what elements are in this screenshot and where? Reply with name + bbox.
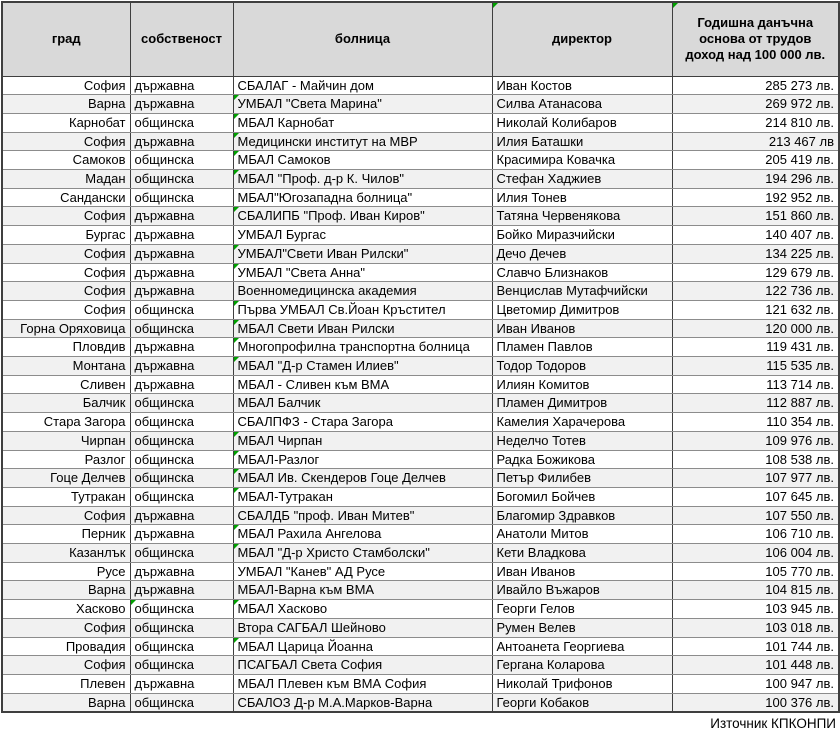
cell-ownership[interactable]: общинска: [130, 693, 233, 712]
cell-ownership[interactable]: държавна: [130, 207, 233, 226]
cell-income[interactable]: 108 538 лв.: [672, 450, 839, 469]
cell-city[interactable]: Варна: [2, 95, 130, 114]
cell-income[interactable]: 105 770 лв.: [672, 562, 839, 581]
error-indicator-triangle-icon: [234, 133, 239, 138]
table-row: [2, 413, 839, 432]
cell-city[interactable]: Варна: [2, 693, 130, 712]
table-row: [2, 300, 839, 319]
cell-income[interactable]: 151 860 лв.: [672, 207, 839, 226]
column-header-ownership[interactable]: собственост: [130, 2, 233, 76]
cell-hospital[interactable]: МБАЛ "Д-р Стамен Илиев": [233, 357, 492, 376]
table-row: [2, 113, 839, 132]
cell-ownership[interactable]: общинска: [130, 319, 233, 338]
cell-city[interactable]: Перник: [2, 525, 130, 544]
cell-income[interactable]: 107 645 лв.: [672, 487, 839, 506]
cell-city[interactable]: Плевен: [2, 675, 130, 694]
cell-director[interactable]: Анатоли Митов: [492, 525, 672, 544]
column-header-income[interactable]: Годишна данъчна основа от трудов доход над 100 000 лв.: [672, 2, 839, 76]
cell-director[interactable]: Красимира Ковачка: [492, 151, 672, 170]
error-indicator-triangle-icon: [234, 320, 239, 325]
cell-ownership[interactable]: държавна: [130, 525, 233, 544]
cell-hospital[interactable]: СБАЛИПБ "Проф. Иван Киров": [233, 207, 492, 226]
cell-ownership[interactable]: общинска: [130, 656, 233, 675]
error-indicator-triangle-icon: [234, 301, 239, 306]
cell-income[interactable]: 103 018 лв.: [672, 618, 839, 637]
error-indicator-triangle-icon: [234, 525, 239, 530]
error-indicator-triangle-icon: [493, 3, 498, 8]
table-row: [2, 637, 839, 656]
cell-income[interactable]: 192 952 лв.: [672, 188, 839, 207]
cell-hospital[interactable]: МБАЛ-Тутракан: [233, 487, 492, 506]
cell-income[interactable]: 213 467 лв: [672, 132, 839, 151]
table-row: [2, 132, 839, 151]
table-row: [2, 282, 839, 301]
error-indicator-triangle-icon: [234, 207, 239, 212]
cell-ownership[interactable]: общинска: [130, 544, 233, 563]
cell-income[interactable]: 119 431 лв.: [672, 338, 839, 357]
cell-city[interactable]: София: [2, 263, 130, 282]
cell-director[interactable]: Радка Божикова: [492, 450, 672, 469]
table-row: [2, 544, 839, 563]
cell-director[interactable]: Неделчо Тотев: [492, 431, 672, 450]
cell-director[interactable]: Славчо Близнаков: [492, 263, 672, 282]
table-row: [2, 394, 839, 413]
cell-ownership[interactable]: държавна: [130, 562, 233, 581]
cell-income[interactable]: 101 744 лв.: [672, 637, 839, 656]
cell-hospital[interactable]: СБАЛАГ - Майчин дом: [233, 76, 492, 95]
error-indicator-triangle-icon: [234, 170, 239, 175]
table-row: [2, 656, 839, 675]
cell-city[interactable]: Варна: [2, 581, 130, 600]
table-row: [2, 357, 839, 376]
cell-city[interactable]: София: [2, 207, 130, 226]
cell-city[interactable]: Чирпан: [2, 431, 130, 450]
table-row: [2, 226, 839, 245]
cell-city[interactable]: София: [2, 76, 130, 95]
cell-director[interactable]: Цветомир Димитров: [492, 300, 672, 319]
cell-city[interactable]: Самоков: [2, 151, 130, 170]
cell-income[interactable]: 104 815 лв.: [672, 581, 839, 600]
cell-hospital[interactable]: Втора САГБАЛ Шейново: [233, 618, 492, 637]
cell-city[interactable]: Тутракан: [2, 487, 130, 506]
cell-ownership[interactable]: общинска: [130, 188, 233, 207]
cell-city[interactable]: София: [2, 506, 130, 525]
cell-city[interactable]: Стара Загора: [2, 413, 130, 432]
cell-ownership[interactable]: общинска: [130, 431, 233, 450]
table-row: [2, 506, 839, 525]
cell-income[interactable]: 103 945 лв.: [672, 600, 839, 619]
cell-director[interactable]: Илия Тонев: [492, 188, 672, 207]
error-indicator-triangle-icon: [234, 264, 239, 269]
cell-income[interactable]: 100 376 лв.: [672, 693, 839, 712]
cell-director[interactable]: Петър Филибев: [492, 469, 672, 488]
cell-hospital[interactable]: МБАЛ Плевен към ВМА София: [233, 675, 492, 694]
cell-director[interactable]: Богомил Бойчев: [492, 487, 672, 506]
cell-income[interactable]: 121 632 лв.: [672, 300, 839, 319]
cell-ownership[interactable]: общинска: [130, 394, 233, 413]
cell-director[interactable]: Георги Кобаков: [492, 693, 672, 712]
error-indicator-triangle-icon: [234, 114, 239, 119]
cell-director[interactable]: Илиян Комитов: [492, 375, 672, 394]
cell-director[interactable]: Иван Костов: [492, 76, 672, 95]
cell-hospital[interactable]: МБАЛ Чирпан: [233, 431, 492, 450]
cell-director[interactable]: Венцислав Мутафчийски: [492, 282, 672, 301]
cell-income[interactable]: 269 972 лв.: [672, 95, 839, 114]
cell-director[interactable]: Стефан Хаджиев: [492, 170, 672, 189]
header-row: [2, 2, 839, 76]
cell-hospital[interactable]: Медицински институт на МВР: [233, 132, 492, 151]
cell-director[interactable]: Пламен Павлов: [492, 338, 672, 357]
cell-ownership[interactable]: общинска: [130, 300, 233, 319]
cell-director[interactable]: Татяна Червенякова: [492, 207, 672, 226]
error-indicator-triangle-icon: [234, 357, 239, 362]
cell-income[interactable]: 110 354 лв.: [672, 413, 839, 432]
cell-director[interactable]: Иван Иванов: [492, 562, 672, 581]
cell-ownership[interactable]: държавна: [130, 226, 233, 245]
cell-hospital[interactable]: СБАЛДБ "проф. Иван Митев": [233, 506, 492, 525]
column-header-director[interactable]: директор: [492, 2, 672, 76]
cell-city[interactable]: София: [2, 132, 130, 151]
cell-income[interactable]: 122 736 лв.: [672, 282, 839, 301]
table-row: [2, 525, 839, 544]
cell-income[interactable]: 100 947 лв.: [672, 675, 839, 694]
table-row: [2, 170, 839, 189]
table-row: [2, 600, 839, 619]
cell-ownership[interactable]: общинска: [130, 170, 233, 189]
table-row: [2, 581, 839, 600]
table-row: [2, 76, 839, 95]
cell-director[interactable]: Пламен Димитров: [492, 394, 672, 413]
cell-hospital[interactable]: УМБАЛ"Свети Иван Рилски": [233, 244, 492, 263]
cell-hospital[interactable]: УМБАЛ "Канев" АД Русе: [233, 562, 492, 581]
table-row: [2, 151, 839, 170]
cell-director[interactable]: Бойко Миразчийски: [492, 226, 672, 245]
cell-ownership[interactable]: държавна: [130, 132, 233, 151]
cell-income[interactable]: 129 679 лв.: [672, 263, 839, 282]
table-row: [2, 263, 839, 282]
error-indicator-triangle-icon: [234, 338, 239, 343]
table-row: [2, 95, 839, 114]
table-row: [2, 618, 839, 637]
cell-director[interactable]: Тодор Тодоров: [492, 357, 672, 376]
cell-director[interactable]: Ивайло Въжаров: [492, 581, 672, 600]
error-indicator-triangle-icon: [234, 600, 239, 605]
error-indicator-triangle-icon: [234, 638, 239, 643]
cell-income[interactable]: 140 407 лв.: [672, 226, 839, 245]
cell-city[interactable]: Монтана: [2, 357, 130, 376]
cell-ownership[interactable]: общинска: [130, 113, 233, 132]
cell-city[interactable]: Разлог: [2, 450, 130, 469]
cell-hospital[interactable]: ПСАГБАЛ Света София: [233, 656, 492, 675]
cell-director[interactable]: Антоанета Георгиева: [492, 637, 672, 656]
cell-city[interactable]: Горна Оряховица: [2, 319, 130, 338]
cell-income[interactable]: 194 296 лв.: [672, 170, 839, 189]
cell-hospital[interactable]: МБАЛ Карнобат: [233, 113, 492, 132]
cell-hospital[interactable]: СБАЛПФЗ - Стара Загора: [233, 413, 492, 432]
cell-director[interactable]: Илия Баташки: [492, 132, 672, 151]
table-row: [2, 693, 839, 712]
table-row: [2, 244, 839, 263]
cell-income[interactable]: 205 419 лв.: [672, 151, 839, 170]
cell-hospital[interactable]: МБАЛ Самоков: [233, 151, 492, 170]
cell-city[interactable]: София: [2, 300, 130, 319]
error-indicator-triangle-icon: [234, 432, 239, 437]
cell-director[interactable]: Гергана Коларова: [492, 656, 672, 675]
cell-income[interactable]: 101 448 лв.: [672, 656, 839, 675]
cell-hospital[interactable]: СБАЛОЗ Д-р М.А.Марков-Варна: [233, 693, 492, 712]
cell-income[interactable]: 106 004 лв.: [672, 544, 839, 563]
error-indicator-triangle-icon: [234, 245, 239, 250]
table-row: [2, 431, 839, 450]
cell-city[interactable]: Провадия: [2, 637, 130, 656]
cell-director[interactable]: Силва Атанасова: [492, 95, 672, 114]
error-indicator-triangle-icon: [234, 451, 239, 456]
cell-income[interactable]: 109 976 лв.: [672, 431, 839, 450]
cell-ownership[interactable]: държавна: [130, 282, 233, 301]
table-row: [2, 675, 839, 694]
cell-hospital[interactable]: Военномедицинска академия: [233, 282, 492, 301]
cell-ownership[interactable]: общинска: [130, 151, 233, 170]
cell-city[interactable]: Казанлък: [2, 544, 130, 563]
cell-ownership[interactable]: държавна: [130, 263, 233, 282]
cell-city[interactable]: Русе: [2, 562, 130, 581]
error-indicator-triangle-icon: [234, 95, 239, 100]
cell-director[interactable]: Кети Владкова: [492, 544, 672, 563]
cell-income[interactable]: 112 887 лв.: [672, 394, 839, 413]
cell-hospital[interactable]: МБАЛ Ив. Скендеров Гоце Делчев: [233, 469, 492, 488]
cell-director[interactable]: Камелия Харачерова: [492, 413, 672, 432]
cell-city[interactable]: София: [2, 282, 130, 301]
cell-director[interactable]: Николай Колибаров: [492, 113, 672, 132]
cell-income[interactable]: 285 273 лв.: [672, 76, 839, 95]
cell-hospital[interactable]: МБАЛ Балчик: [233, 394, 492, 413]
cell-income[interactable]: 115 535 лв.: [672, 357, 839, 376]
table-row: [2, 319, 839, 338]
table-row: [2, 450, 839, 469]
cell-director[interactable]: Николай Трифонов: [492, 675, 672, 694]
cell-director[interactable]: Дечо Дечев: [492, 244, 672, 263]
cell-director[interactable]: Георги Гелов: [492, 600, 672, 619]
cell-city[interactable]: Пловдив: [2, 338, 130, 357]
cell-hospital[interactable]: МБАЛ"Югозападна болница": [233, 188, 492, 207]
cell-ownership[interactable]: общинска: [130, 618, 233, 637]
table-row: [2, 338, 839, 357]
cell-ownership[interactable]: държавна: [130, 76, 233, 95]
cell-ownership[interactable]: общинска: [130, 469, 233, 488]
cell-city[interactable]: Балчик: [2, 394, 130, 413]
cell-income[interactable]: 113 714 лв.: [672, 375, 839, 394]
cell-hospital[interactable]: МБАЛ-Варна към ВМА: [233, 581, 492, 600]
cell-city[interactable]: Сандански: [2, 188, 130, 207]
table-row: [2, 375, 839, 394]
cell-city[interactable]: Сливен: [2, 375, 130, 394]
error-indicator-triangle-icon: [234, 488, 239, 493]
table-row: [2, 188, 839, 207]
cell-ownership[interactable]: общинска: [130, 413, 233, 432]
error-indicator-triangle-icon: [131, 600, 136, 605]
source-note: Източник КПКОНПИ: [710, 716, 836, 732]
cell-hospital[interactable]: МБАЛ "Проф. д-р К. Чилов": [233, 170, 492, 189]
cell-city[interactable]: София: [2, 244, 130, 263]
column-header-city[interactable]: град: [2, 2, 130, 76]
cell-city[interactable]: Хасково: [2, 600, 130, 619]
table-row: [2, 207, 839, 226]
cell-hospital[interactable]: МБАЛ - Сливен към ВМА: [233, 375, 492, 394]
cell-income[interactable]: 106 710 лв.: [672, 525, 839, 544]
cell-city[interactable]: Гоце Делчев: [2, 469, 130, 488]
cell-ownership[interactable]: държавна: [130, 506, 233, 525]
cell-hospital[interactable]: Първа УМБАЛ Св.Йоан Кръстител: [233, 300, 492, 319]
cell-income[interactable]: 214 810 лв.: [672, 113, 839, 132]
cell-ownership[interactable]: държавна: [130, 357, 233, 376]
cell-city[interactable]: Карнобат: [2, 113, 130, 132]
hospitals-table: [1, 1, 840, 713]
cell-ownership[interactable]: държавна: [130, 581, 233, 600]
cell-ownership[interactable]: държавна: [130, 338, 233, 357]
error-indicator-triangle-icon: [234, 469, 239, 474]
cell-hospital[interactable]: МБАЛ Хасково: [233, 600, 492, 619]
cell-hospital[interactable]: МБАЛ "Д-р Христо Стамболски": [233, 544, 492, 563]
cell-hospital[interactable]: МБАЛ Царица Йоанна: [233, 637, 492, 656]
cell-city[interactable]: Мадан: [2, 170, 130, 189]
cell-ownership[interactable]: общинска: [130, 600, 233, 619]
error-indicator-triangle-icon: [673, 3, 678, 8]
cell-income[interactable]: 120 000 лв.: [672, 319, 839, 338]
cell-income[interactable]: 134 225 лв.: [672, 244, 839, 263]
cell-ownership[interactable]: общинска: [130, 637, 233, 656]
cell-director[interactable]: Румен Велев: [492, 618, 672, 637]
cell-ownership[interactable]: държавна: [130, 95, 233, 114]
cell-city[interactable]: София: [2, 618, 130, 637]
cell-hospital[interactable]: МБАЛ Свети Иван Рилски: [233, 319, 492, 338]
table-row: [2, 469, 839, 488]
cell-income[interactable]: 107 977 лв.: [672, 469, 839, 488]
table-row: [2, 487, 839, 506]
cell-ownership[interactable]: държавна: [130, 375, 233, 394]
cell-ownership[interactable]: държавна: [130, 244, 233, 263]
cell-ownership[interactable]: общинска: [130, 487, 233, 506]
cell-hospital[interactable]: УМБАЛ Бургас: [233, 226, 492, 245]
cell-ownership[interactable]: държавна: [130, 675, 233, 694]
error-indicator-triangle-icon: [234, 544, 239, 549]
cell-hospital[interactable]: УМБАЛ "Света Анна": [233, 263, 492, 282]
cell-director[interactable]: Благомир Здравков: [492, 506, 672, 525]
error-indicator-triangle-icon: [234, 151, 239, 156]
cell-city[interactable]: Бургас: [2, 226, 130, 245]
table-row: [2, 562, 839, 581]
cell-director[interactable]: Иван Иванов: [492, 319, 672, 338]
cell-hospital[interactable]: УМБАЛ "Света Марина": [233, 95, 492, 114]
cell-income[interactable]: 107 550 лв.: [672, 506, 839, 525]
cell-ownership[interactable]: общинска: [130, 450, 233, 469]
column-header-hospital[interactable]: болница: [233, 2, 492, 76]
cell-hospital[interactable]: Многопрофилна транспортна болница: [233, 338, 492, 357]
cell-city[interactable]: София: [2, 656, 130, 675]
cell-hospital[interactable]: МБАЛ Рахила Ангелова: [233, 525, 492, 544]
cell-hospital[interactable]: МБАЛ-Разлог: [233, 450, 492, 469]
